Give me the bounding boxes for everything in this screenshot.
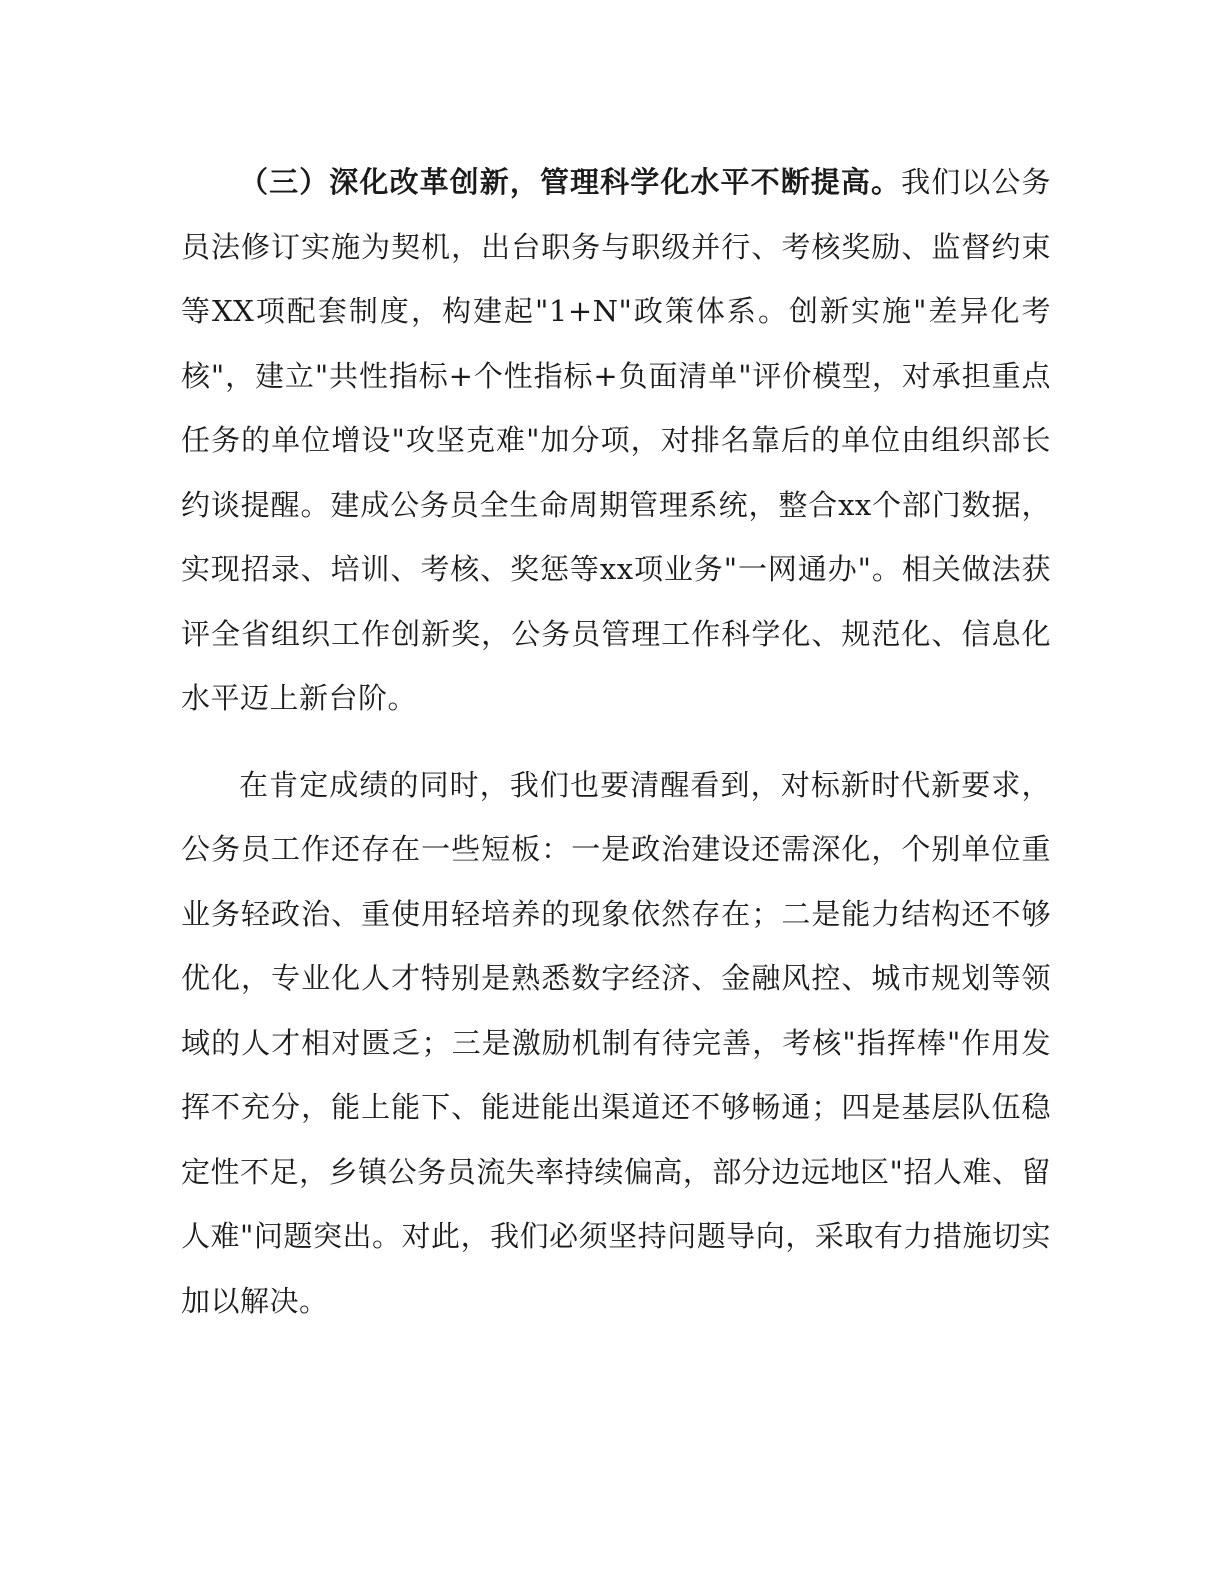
section-heading: （三）深化改革创新，管理科学化水平不断提高。 <box>239 165 902 199</box>
section-three-body: 我们以公务员法修订实施为契机，出台职务与职级并行、考核奖励、监督约束等XX项配套制度，构建起"1+N"政策体系。创新实施"差异化考核"，建立"共性指标+个性指标+负面清单"评价模型，对承担重点任务的单位增设"攻坚克难"加分项，对排名靠后的单位由组织部长约谈提醒。建成公务员全生命周期管理系统，整合xx个部门数据，实现招录、培训、考核、奖惩等xx项业务"一网通办"。相关做法获评全省组织工作创新奖，公务员管理工作科学化、规范化、信息化水平迈上新台阶。 <box>181 165 1051 715</box>
paragraph-shortcomings <box>181 753 1051 1334</box>
paragraph-section-three <box>181 150 1051 731</box>
document-body <box>181 150 1051 1333</box>
shortcomings-body: 在肯定成绩的同时，我们也要清醒看到，对标新时代新要求，公务员工作还存在一些短板：一是政治建设还需深化，个别单位重业务轻政治、重使用轻培养的现象依然存在；二是能力结构还不够优化，专业化人才特别是熟悉数字经济、金融风控、城市规划等领域的人才相对匮乏；三是激励机制有待完善，考核"指挥棒"作用发挥不充分，能上能下、能进能出渠道还不够畅通；四是基层队伍稳定性不足，乡镇公务员流失率持续偏高，部分边远地区"招人难、留人难"问题突出。对此，我们必须坚持问题导向，采取有力措施切实加以解决。 <box>181 767 1051 1318</box>
